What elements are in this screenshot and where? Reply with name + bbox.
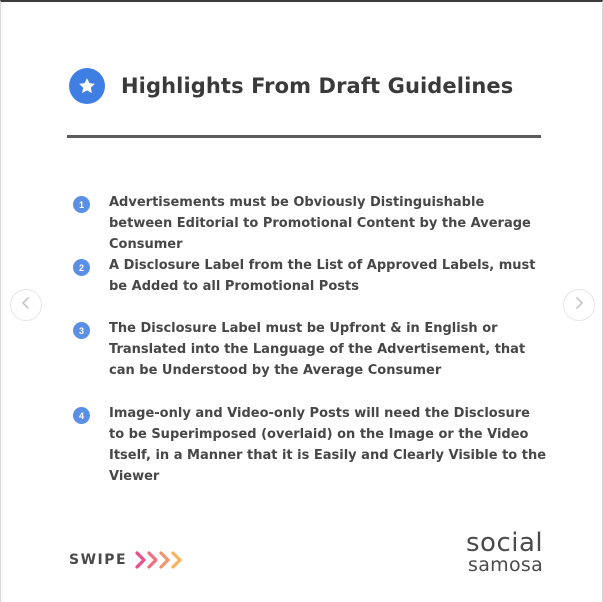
chevron-right-icon	[574, 296, 584, 315]
header	[69, 68, 513, 104]
item-text: A Disclosure Label from the List of Approved Labels, must be Added to all Promotional Posts	[109, 258, 536, 294]
item-number-badge: 3	[73, 322, 90, 339]
chevron-left-icon	[21, 296, 31, 315]
item-number-badge: 4	[73, 407, 90, 424]
logo-top-text: social	[466, 528, 544, 558]
swipe-chevrons-icon	[135, 551, 185, 569]
next-slide-button[interactable]	[563, 289, 595, 321]
list-item	[73, 255, 549, 297]
item-number-badge: 2	[73, 259, 90, 276]
list-item	[73, 192, 549, 255]
post-card	[3, 4, 602, 602]
divider	[67, 135, 541, 138]
item-text: Image-only and Video-only Posts will need the Disclosure to be Superimposed (overlaid) on the Image or the Video Itself, in a Manner that it is Easily and Clearly Visible to the Viewer	[109, 406, 547, 484]
social-samosa-logo	[466, 530, 548, 575]
prev-slide-button[interactable]	[10, 289, 42, 321]
list-item	[73, 403, 549, 487]
page-title: Highlights From Draft Guidelines	[121, 74, 514, 98]
swipe-indicator	[69, 551, 185, 569]
item-text: Advertisements must be Obviously Distinguishable between Editorial to Promotional Content by the Average Consumer	[109, 195, 531, 252]
item-number-badge: 1	[73, 196, 90, 213]
logo-bottom-text: samosa	[468, 554, 544, 576]
star-icon	[69, 68, 105, 104]
item-text: The Disclosure Label must be Upfront & in English or Translated into the Language of the Advertisement, that can be Understood by the Average Consumer	[109, 321, 526, 378]
swipe-label: SWIPE	[69, 552, 128, 568]
list-item	[73, 318, 549, 381]
